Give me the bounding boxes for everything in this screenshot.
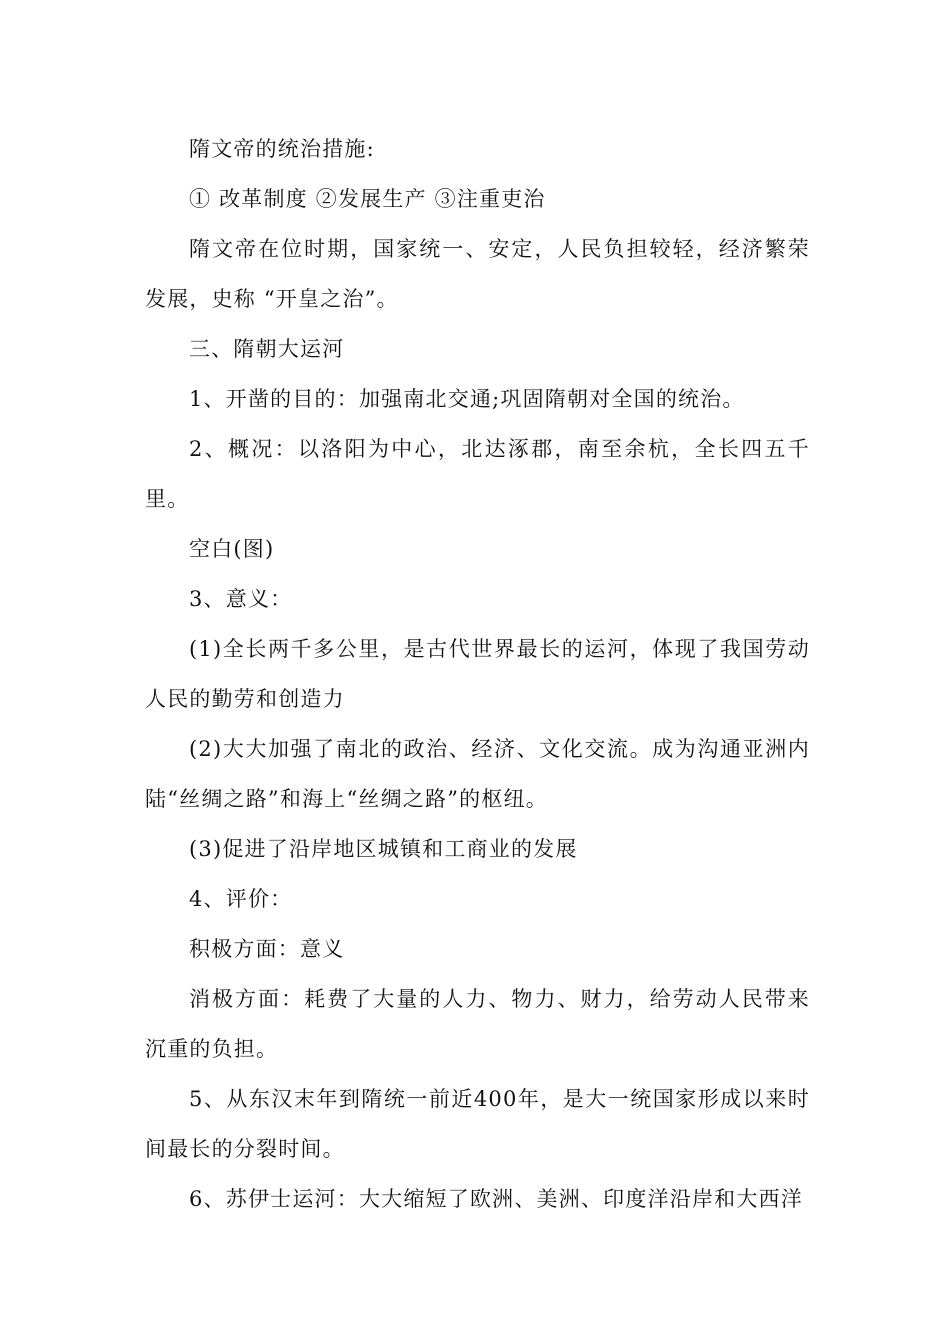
paragraph-measures-list: ① 改革制度 ②发展生产 ③注重吏治 xyxy=(189,187,546,211)
paragraph-significance-heading: 3、意义： xyxy=(189,587,293,611)
paragraph-suez-canal: 6、苏伊士运河：大大缩短了欧洲、美洲、印度洋沿岸和大西洋 xyxy=(189,1187,803,1211)
paragraph-significance-1: (1)全长两千多公里，是古代世界最长的运河，体现了我国劳动人民的勤劳和创造力 xyxy=(145,637,810,711)
paragraph-evaluation-negative: 消极方面：耗费了大量的人力、物力、财力，给劳动人民带来沉重的负担。 xyxy=(145,987,810,1061)
paragraph-evaluation-heading: 4、评价： xyxy=(189,887,293,911)
paragraph-figure-placeholder: 空白(图) xyxy=(189,537,275,561)
paragraph-canal-overview: 2、概况：以洛阳为中心，北达涿郡，南至余杭，全长四五千里。 xyxy=(145,437,810,511)
paragraph-significance-2: (2)大大加强了南北的政治、经济、文化交流。成为沟通亚洲内陆“丝绸之路”和海上“丝绸之路”的枢纽。 xyxy=(145,737,810,811)
paragraph-measures-heading: 隋文帝的统治措施: xyxy=(189,137,375,161)
paragraph-division-period: 5、从东汉末年到隋统一前近400年，是大一统国家形成以来时间最长的分裂时间。 xyxy=(145,1087,810,1161)
paragraph-canal-purpose: 1、开凿的目的：加强南北交通;巩固隋朝对全国的统治。 xyxy=(189,387,745,411)
document-body xyxy=(145,124,810,1224)
section-heading-grand-canal: 三、隋朝大运河 xyxy=(189,337,345,361)
paragraph-kaihuang-rule: 隋文帝在位时期，国家统一、安定，人民负担较轻，经济繁荣发展，史称 “开皇之治”。 xyxy=(145,237,810,311)
paragraph-evaluation-positive: 积极方面：意义 xyxy=(189,937,345,961)
paragraph-significance-3: (3)促进了沿岸地区城镇和工商业的发展 xyxy=(189,837,578,861)
